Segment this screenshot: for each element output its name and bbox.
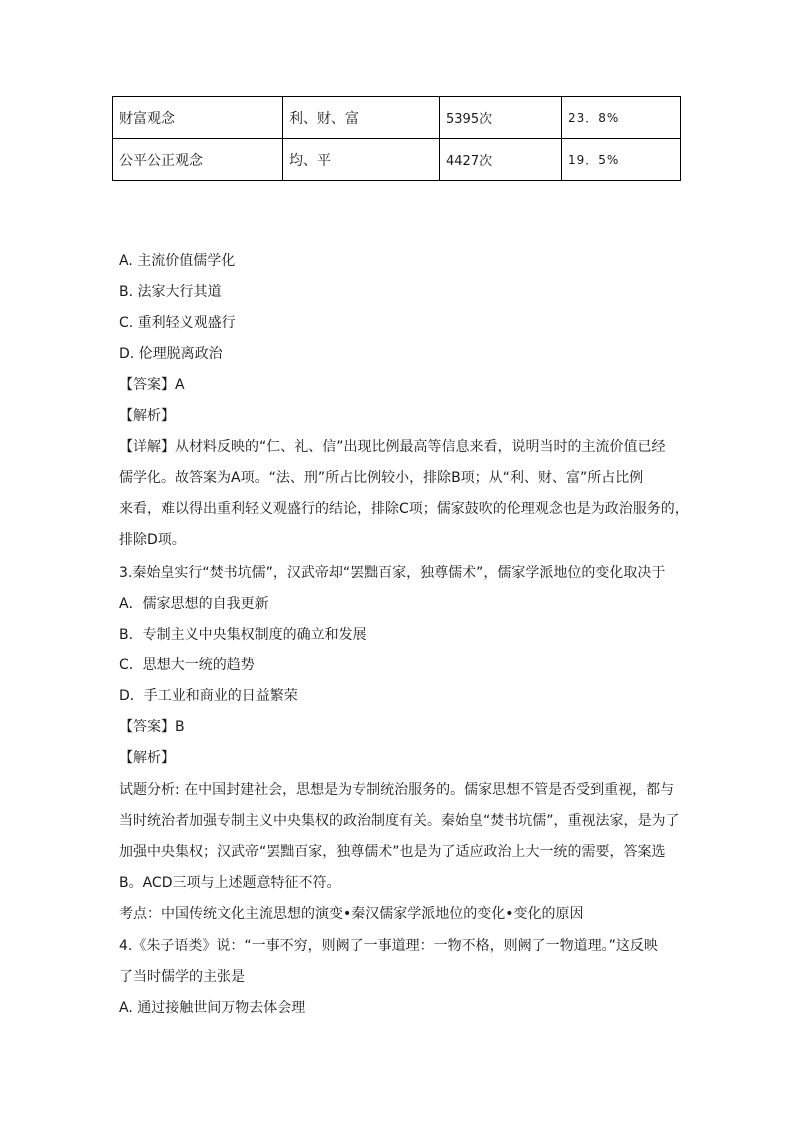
q2-analysis-title: 【解析】 (119, 408, 175, 424)
q2-analysis-line: 儒学化。故答案为A项。“法、刑”所占比例较小，排除B项；从“利、财、富”所占比例 (119, 470, 644, 486)
q2-option-c: C. 重利轻义观盛行 (119, 315, 236, 331)
q2-option-d: D. 伦理脱离政治 (119, 346, 223, 362)
q3-stem: 3.秦始皇实行“焚书坑儒”，汉武帝却“罢黜百家，独尊儒术”，儒家学派地位的变化取决于 (119, 565, 666, 581)
table-cell: 4427次 (440, 139, 562, 181)
q2-option-b: B. 法家大行其道 (119, 284, 222, 300)
q2-analysis-line: 来看，难以得出重利轻义观盛行的结论，排除C项；儒家鼓吹的伦理观念也是为政治服务的， (119, 501, 689, 517)
q3-analysis-line: B。ACD三项与上述题意特征不符。 (119, 875, 341, 891)
q3-kaodian: 考点：中国传统文化主流思想的演变•秦汉儒家学派地位的变化•变化的原因 (119, 906, 584, 922)
table-cell: 19．5% (562, 139, 681, 181)
q3-option-b: B．专制主义中央集权制度的确立和发展 (119, 627, 367, 643)
table-cell: 利、财、富 (283, 97, 440, 139)
q3-option-a: A．儒家思想的自我更新 (119, 596, 269, 612)
table-cell: 财富观念 (113, 97, 283, 139)
table-row (113, 139, 681, 181)
table-cell: 5395次 (440, 97, 562, 139)
q2-analysis-line: 排除D项。 (119, 532, 186, 548)
q3-analysis-line: 试题分析: 在中国封建社会，思想是为专制统治服务的。儒家思想不管是否受到重视，都与 (119, 782, 675, 798)
q4-stem-line: 了当时儒学的主张是 (119, 969, 245, 985)
q3-analysis-line: 当时统治者加强专制主义中央集权的政治制度有关。秦始皇“焚书坑儒”，重视法家，是为了 (119, 813, 680, 829)
q4-stem-line: 4.《朱子语类》说：“一事不穷，则阙了一事道理：一物不格，则阙了一物道理。”这反映 (119, 938, 658, 954)
q3-answer: 【答案】B (119, 719, 185, 735)
table-cell: 23．8% (562, 97, 681, 139)
q2-analysis-line: 【详解】从材料反映的“仁、礼、信”出现比例最高等信息来看，说明当时的主流价值已经 (119, 439, 666, 455)
q3-analysis-title: 【解析】 (119, 750, 175, 766)
q3-analysis-line: 加强中央集权；汉武帝“罢黜百家，独尊儒术”也是为了适应政治上大一统的需要，答案选 (119, 844, 666, 860)
q2-option-a: A. 主流价值儒学化 (119, 253, 236, 269)
data-table (112, 96, 681, 181)
table-row (113, 97, 681, 139)
q3-option-c: C．思想大一统的趋势 (119, 657, 255, 673)
q3-option-d: D．手工业和商业的日益繁荣 (119, 688, 298, 704)
q2-answer: 【答案】A (119, 377, 185, 393)
table-cell: 均、平 (283, 139, 440, 181)
table-cell: 公平公正观念 (113, 139, 283, 181)
q4-option-a: A. 通过接触世间万物去体会理 (119, 1000, 306, 1016)
